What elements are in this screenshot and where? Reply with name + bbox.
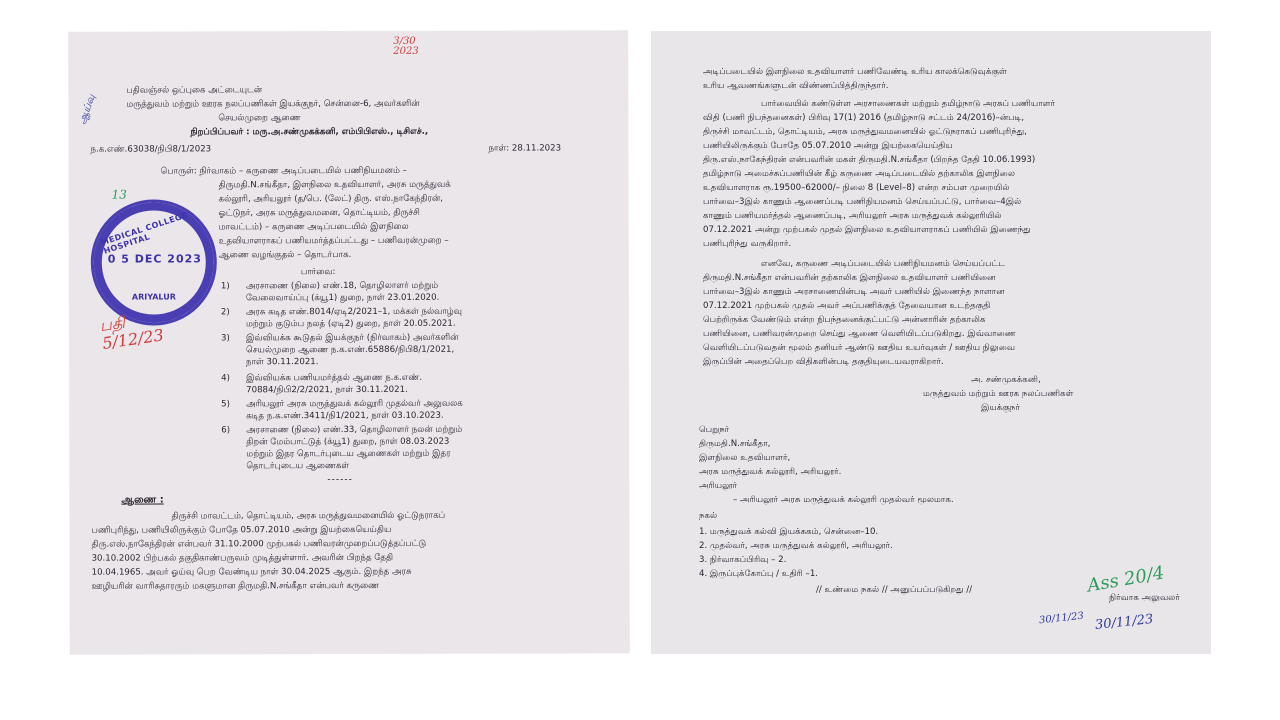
reference-item-line: இவ்வியக்க பணியமர்த்தல் ஆணை ந.க.எண். [246,372,423,384]
recipient-line: அரசு மருத்துவக் கல்லூரி, அரியலூர். [699,467,842,477]
reference-item-line: மற்றும் குடும்ப நலத் (ஏடி2) துறை, நாள் 20.05.2021. [245,318,456,330]
hospital-seal-stamp [91,199,217,325]
reference-item-line: இவ்வியக்க கூடுதல் இயக்குநர் (நிர்வாகம்) அவர்களின் [245,332,459,344]
seal-bottom-text: ARIYALUR [131,292,176,302]
copy-line: 3. நிர்வாகப்பிரிவு – 2. [699,555,787,565]
paragraph-line: திருச்சி மாவட்டம், தொட்டியம், அரசு மருத்துவமனையில் ஓட்டுநராகப் பணிபுரிந்து, [703,127,1027,137]
subject-line: உதவியாளராகப் பணியமர்த்தப்பட்டது – பணிவரன்முறை – [218,235,449,247]
header-line-issuer: நிறப்பிப்பவர் : மரு.அ.சண்முகக்கனி, எம்பிபிஎஸ்., டிசிஎச்., [190,126,429,138]
via-line: – அரியலூர் அரசு மருத்துவக் கல்லூரி முதல்வர் மூலமாக. [733,495,954,505]
reference-item-line: நாள் 30.11.2021. [246,357,319,368]
reference-item-number: 3) [220,333,230,344]
header-line-director: மருத்துவம் மற்றும் ஊரக நலப்பணிகள் இயக்குநர், சென்னை-6, அவர்களின் [126,98,420,110]
copy-line: 4. இருப்புக்கோப்பு / உதிரி –1. [699,569,819,579]
seal-date: 0 5 DEC 2023 [107,252,202,266]
recipient-label: பெறுநர் [699,425,730,435]
header-line-proceedings: செயல்முறை ஆணை [218,113,301,124]
paragraph-line: விதி (பணி நிபந்தனைகள்) பிரிவு 17(1) 2016 (தமிழ்நாடு சட்டம் 24/2016)–ன்படி, [703,113,1025,123]
separator-dashes: ------ [327,474,353,486]
subject-line: கல்லூரி, அரியலூர் (த/பெ. (லேட்) திரு. எஸ்.நாகேந்திரன், [218,193,443,205]
handwritten-signature-green: Ass 20/4 [1085,562,1166,597]
signatory-name: அ. சண்முகக்கனி, [971,375,1041,385]
order-line: பணிபுரிந்து, பணியிலிருக்கும் போதே 05.07.2010 அன்று இயற்கையெய்திய [91,524,392,536]
reference-item-number: 4) [221,373,230,384]
subject-line: மாவட்டம்) – கருணை அடிப்படையில் இளநிலை [218,221,409,233]
continuation-line: உரிய ஆவணங்களுடன் விண்ணப்பித்திருந்தார். [703,81,889,91]
administrative-officer: நிர்வாக அலுவலர் [1109,593,1180,603]
continuation-line: அடிப்படையில் இளநிலை உதவியாளர் பணிவேண்டி உரிய காலக்கெடுவுக்குள் [703,67,1007,77]
true-copy-line: // உண்மை நகல் // அனுப்பப்படுகிறது // [816,585,973,595]
reference-item-number: 5) [221,399,231,410]
reference-item-line: அரசு கடித எண்.8014/ஏடி2/2021–1, மக்கள் நல்வாழ்வு [245,306,462,318]
reference-number: ந.க.எண்.63038/நிபி8/1/2023 [90,144,212,155]
handwritten-date: 30/11/23 [1094,611,1155,634]
reference-item-number: 2) [220,307,230,318]
paragraph-line: இருப்பின் அதைப்பெற விதிகளின்படி தகுதியுடையவராகிறார். [703,357,944,367]
header-line-registered: பதிவஞ்சல் ஒப்புகை அட்டையுடன் [126,85,263,96]
subject-line: பொருள்: நிர்வாகம் – கருணை அடிப்படையில் பணிநியமனம் – [160,165,407,177]
paragraph-line: பணியிலிருக்கும் போதே 05.07.2010 அன்று இயற்கையெய்திய [703,141,953,151]
handwritten-signature-red: பதி 5/12/23 [98,312,165,353]
reference-item-line: தொடர்புடைய ஆணைகள் [246,461,350,472]
order-line: ஊழியரின் வாரிசுதாரரும் மகளுமான திருமதி.N.சங்கீதா என்பவர் கருணை [91,580,380,592]
reference-item-line: மற்றும் இதர தொடர்புடைய ஆணைகள் மற்றும் இதர [246,448,451,460]
paragraph-line: பார்வை–3இல் காணும் அரசாணையின்படி அவர் பணியில் இணைந்த நாளான [703,287,1005,297]
reference-item-number: 1) [220,281,230,292]
copy-label: நகல் [699,511,718,521]
reference-item-line: திறன் மேம்பாட்டுத் (க்யூ1) துறை, நாள் 08.03.2023 [246,436,450,448]
reference-item-line: அரியலூர் அரசு மருத்துவக் கல்லூரி முதல்வர் அலுவலக [246,398,463,410]
subject-line: ஆணை வழங்குதல் – தொடர்பாக. [218,249,352,261]
handwritten-note-top: 3/30 2023 [393,35,419,57]
paragraph-line: பெற்றிருக்க வேண்டும் என்ற நிபந்தனைக்குட்பட்டு அன்னாரின் தற்காலிக [703,315,986,325]
paragraph-line: திரு.எஸ்.நாகேந்திரன் என்பவரின் மகள் திருமதி.N.சங்கீதா (பிறந்த தேதி 10.06.1993) [703,155,1036,165]
paragraph-line: பணியினை, பணிவரன்முறை செய்து ஆணை வெளியிடப்படுகிறது. இவ்வாணை [703,329,1016,339]
copy-line: 1. மருத்துவக் கல்வி இயக்ககம், சென்னை–10. [699,527,879,537]
recipient-line: அரியலூர் [699,481,738,491]
paragraph-line: வெளியிடப்படுவதன் மூலம் தனியர் ஆண்டு ஊதிய உயர்வுகள் / ஊதிய நிலுவை [703,343,1016,353]
document-date: நாள்: 28.11.2023 [488,143,562,154]
reference-item-line: செயல்முறை ஆணை ந.க.எண்.65886/நிபி8/1/2021, [246,344,455,356]
reference-item-line: வேலைவாய்ப்பு (க்யூ1) துறை, நாள் 23.01.2020. [245,292,440,304]
order-line: திருச்சி மாவட்டம், தொட்டியம், அரசு மருத்துவமனையில் ஓட்டுநராகப் [171,510,446,522]
reference-item-number: 6) [221,425,231,436]
signatory-title: மருத்துவம் மற்றும் ஊரக நலப்பணிகள் [923,389,1074,399]
subject-line: திருமதி.N.சங்கீதா, இளநிலை உதவியாளர், அரசு மருத்துவக் [218,179,451,191]
signatory-title: இயக்குநர் [981,403,1020,413]
order-heading: ஆணை : [121,494,164,506]
reference-item-line: 70884/நிபி2/2/2021, நாள் 30.11.2021. [246,384,408,396]
recipient-line: திருமதி.N.சங்கீதா, [699,439,771,449]
paragraph-line: 07.12.2021 அன்று முற்பகல் முதல் இளநிலை உதவியாளராகப் பணியில் இணைந்து [703,225,1031,235]
handwritten-note-green: 13 [111,187,127,202]
paragraph-line: காணும் பணியமர்த்தல் ஆணைப்படி, அரியலூர் அரசு மருத்துவக் கல்லூரியில் [703,211,1002,221]
left-document-page [68,30,630,654]
paragraph-line: தமிழ்நாடு அமைச்சுப்பணியின் கீழ் கருணை அடிப்படையில் தற்காலிக இளநிலை [703,169,1015,179]
reference-item-line: அரசாணை (நிலை) எண்.33, தொழிலாளர் நலன் மற்றும் [246,424,463,436]
subject-line: ஓட்டுநர், அரசு மருத்துவமனை, தொட்டியம், திருச்சி [218,207,420,219]
seal-top-text: MEDICAL COLLEGE HOSPITAL [99,210,189,256]
order-line: 30.10.2002 பிற்பகல் தகுதிகாண்பருவம் முடித்துள்ளார். அவரின் பிறந்த தேதி [91,552,394,564]
handwritten-date-initials: 30/11/23 [1038,610,1085,627]
handwritten-note-left: ஆய்வு [76,93,98,126]
reference-item-line: அரசாணை (நிலை) எண்.18, தொழிலாளர் மற்றும் [245,280,439,292]
reference-item-line: கடித ந.க.எண்.3411/நி1/2021, நாள் 03.10.2023. [246,410,444,422]
paragraph-line: 07.12.2021 முற்பகல் முதல் அவர் அப்பணிக்குத் தேவையான உடற்தகுதி [703,301,991,311]
right-document-page [651,31,1211,654]
order-line: திரு.எஸ்.நாகேந்திரன் என்பவர் 31.10.2000 முற்பகல் பணிவரன்முறைப்படுத்தப்பட்டு [91,538,427,550]
paragraph-line: பார்வையில் கண்டுள்ள அரசாணைகள் மற்றும் தமிழ்நாடு அரசுப் பணியாளர் [761,99,1056,109]
paragraph-line: திருமதி.N.சங்கீதா என்பவரின் தற்காலிக இளநிலை உதவியாளர் பணியினை [703,273,996,283]
recipient-line: இளநிலை உதவியாளர், [699,453,791,463]
paragraph-line: எனவே, கருணை அடிப்படையில் பணிநியமனம் செய்யப்பட்ட [761,259,1006,269]
paragraph-line: பார்வை–3இல் காணும் ஆணைப்படி பணிநியமனம் செய்யப்பட்டு, பார்வை–4இல் [703,197,1022,207]
references-label: பார்வை: [300,267,336,278]
paragraph-line: உதவியாளராக ரூ.19500–62000/– நிலை 8 (Level–8) என்ற சம்பள முறையில் [703,183,1010,193]
order-line: 10.04.1965. அவர் ஓய்வு பெற வேண்டிய நாள் 30.04.2025 ஆகும். இறந்த அரசு [91,566,412,578]
copy-line: 2. முதல்வர், அரசு மருத்துவக் கல்லூரி, அரியலூர். [699,541,893,551]
paragraph-line: பணிபுரிந்து வருகிறார். [703,239,792,249]
